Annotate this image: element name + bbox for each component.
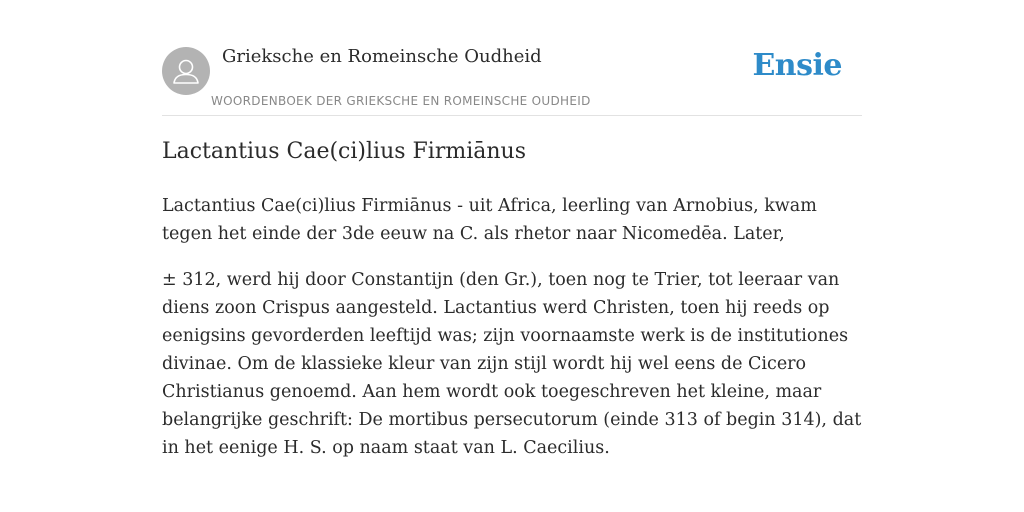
entry-content — [162, 192, 864, 480]
source-avatar[interactable] — [162, 47, 210, 95]
entry-paragraph: ± 312, werd hij door Constantijn (den Gr.), toen nog te Trier, tot leeraar van diens zoon Crispus aangesteld. Lactantius werd Christen, toen hij reeds op eenigsins gevorderden leeftijd was; zijn voornaamste werk is de institutiones divinae. Om de klassieke kleur van zijn stijl wordt hij wel eens de Cicero Christianus genoemd. Aan hem wordt ook toegeschreven het kleine, maar belangrijke geschrift: De mortibus persecutorum (einde 313 of begin 314), dat in het eenige H. S. op naam staat van L. Caecilius. — [162, 270, 862, 458]
ensie-logo[interactable]: Ensie — [752, 48, 842, 83]
header — [162, 0, 862, 116]
entry-title: Lactantius Cae(ci)lius Firmiānus — [162, 139, 526, 164]
user-silhouette-icon — [162, 47, 210, 95]
source-subtitle: WOORDENBOEK DER GRIEKSCHE EN ROMEINSCHE OUDHEID — [211, 94, 591, 108]
entry-paragraph: Lactantius Cae(ci)lius Firmiānus - uit Africa, leerling van Arnobius, kwam tegen het einde der 3de eeuw na C. als rhetor naar Nicomedēa. Later, — [162, 196, 817, 244]
source-title[interactable]: Grieksche en Romeinsche Oudheid — [222, 46, 542, 67]
